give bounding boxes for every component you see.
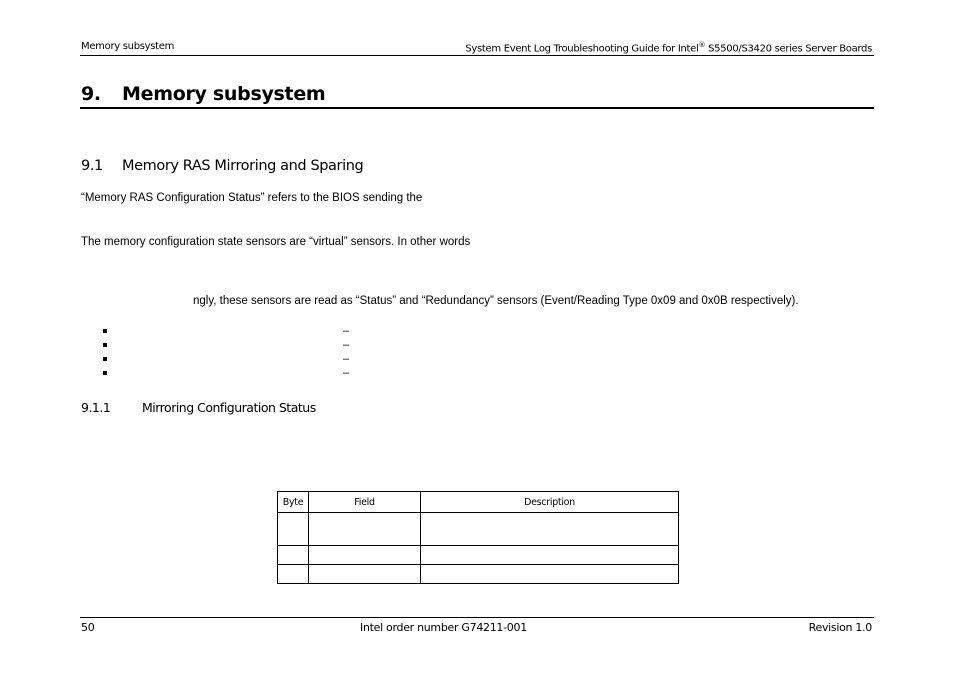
- header-rule: [80, 55, 874, 56]
- bullet-dash: –: [343, 339, 350, 351]
- table-cell: [421, 513, 679, 546]
- table-cell: [278, 546, 309, 565]
- bullet-dash: –: [343, 325, 350, 337]
- running-header-right: [465, 41, 872, 54]
- table-cell: [309, 546, 421, 565]
- chapter-title: Memory subsystem: [122, 83, 326, 105]
- header-title-prefix: System Event Log Troubleshooting Guide for Intel: [465, 43, 699, 55]
- column-header-description: Description: [421, 492, 679, 513]
- revision: Revision 1.0: [808, 621, 872, 634]
- subsection-title: Mirroring Configuration Status: [142, 400, 316, 415]
- paragraph-ras-status: “Memory RAS Configuration Status” refers to the BIOS sending the: [81, 192, 423, 204]
- section-title: Memory RAS Mirroring and Sparing: [122, 158, 364, 174]
- table-header-row: [278, 492, 679, 513]
- bullet-dash: –: [343, 353, 350, 365]
- bullet-dash: –: [343, 367, 350, 379]
- bullet-marker: [103, 329, 107, 333]
- header-title-suffix: S5500/S3420 series Server Boards: [705, 43, 872, 55]
- page-number: 50: [81, 621, 95, 634]
- table-cell: [278, 565, 309, 584]
- subsection-number: 9.1.1: [81, 400, 111, 415]
- registered-mark: ®: [698, 41, 706, 49]
- mirroring-status-table: [277, 491, 679, 584]
- running-header-left: Memory subsystem: [81, 41, 175, 52]
- footer-rule: [80, 617, 874, 618]
- bullet-marker: [103, 371, 107, 375]
- bullet-marker: [103, 343, 107, 347]
- table-cell: [421, 546, 679, 565]
- table-cell: [309, 513, 421, 546]
- chapter-number: 9.: [81, 83, 101, 105]
- bullet-marker: [103, 357, 107, 361]
- table-row: [278, 546, 679, 565]
- chapter-rule: [80, 107, 874, 109]
- table-row: [278, 513, 679, 546]
- table-cell: [309, 565, 421, 584]
- paragraph-virtual-sensors: The memory configuration state sensors are “virtual” sensors. In other words: [81, 236, 471, 248]
- table-cell: [421, 565, 679, 584]
- column-header-field: Field: [309, 492, 421, 513]
- table-cell: [278, 513, 309, 546]
- section-number: 9.1: [81, 158, 103, 174]
- column-header-byte: Byte: [278, 492, 309, 513]
- paragraph-sensor-types: ngly, these sensors are read as “Status” and “Redundancy” sensors (Event/Reading Type 0x09 and 0x0B respectively).: [193, 295, 799, 307]
- table-row: [278, 565, 679, 584]
- order-number: Intel order number G74211-001: [360, 621, 527, 634]
